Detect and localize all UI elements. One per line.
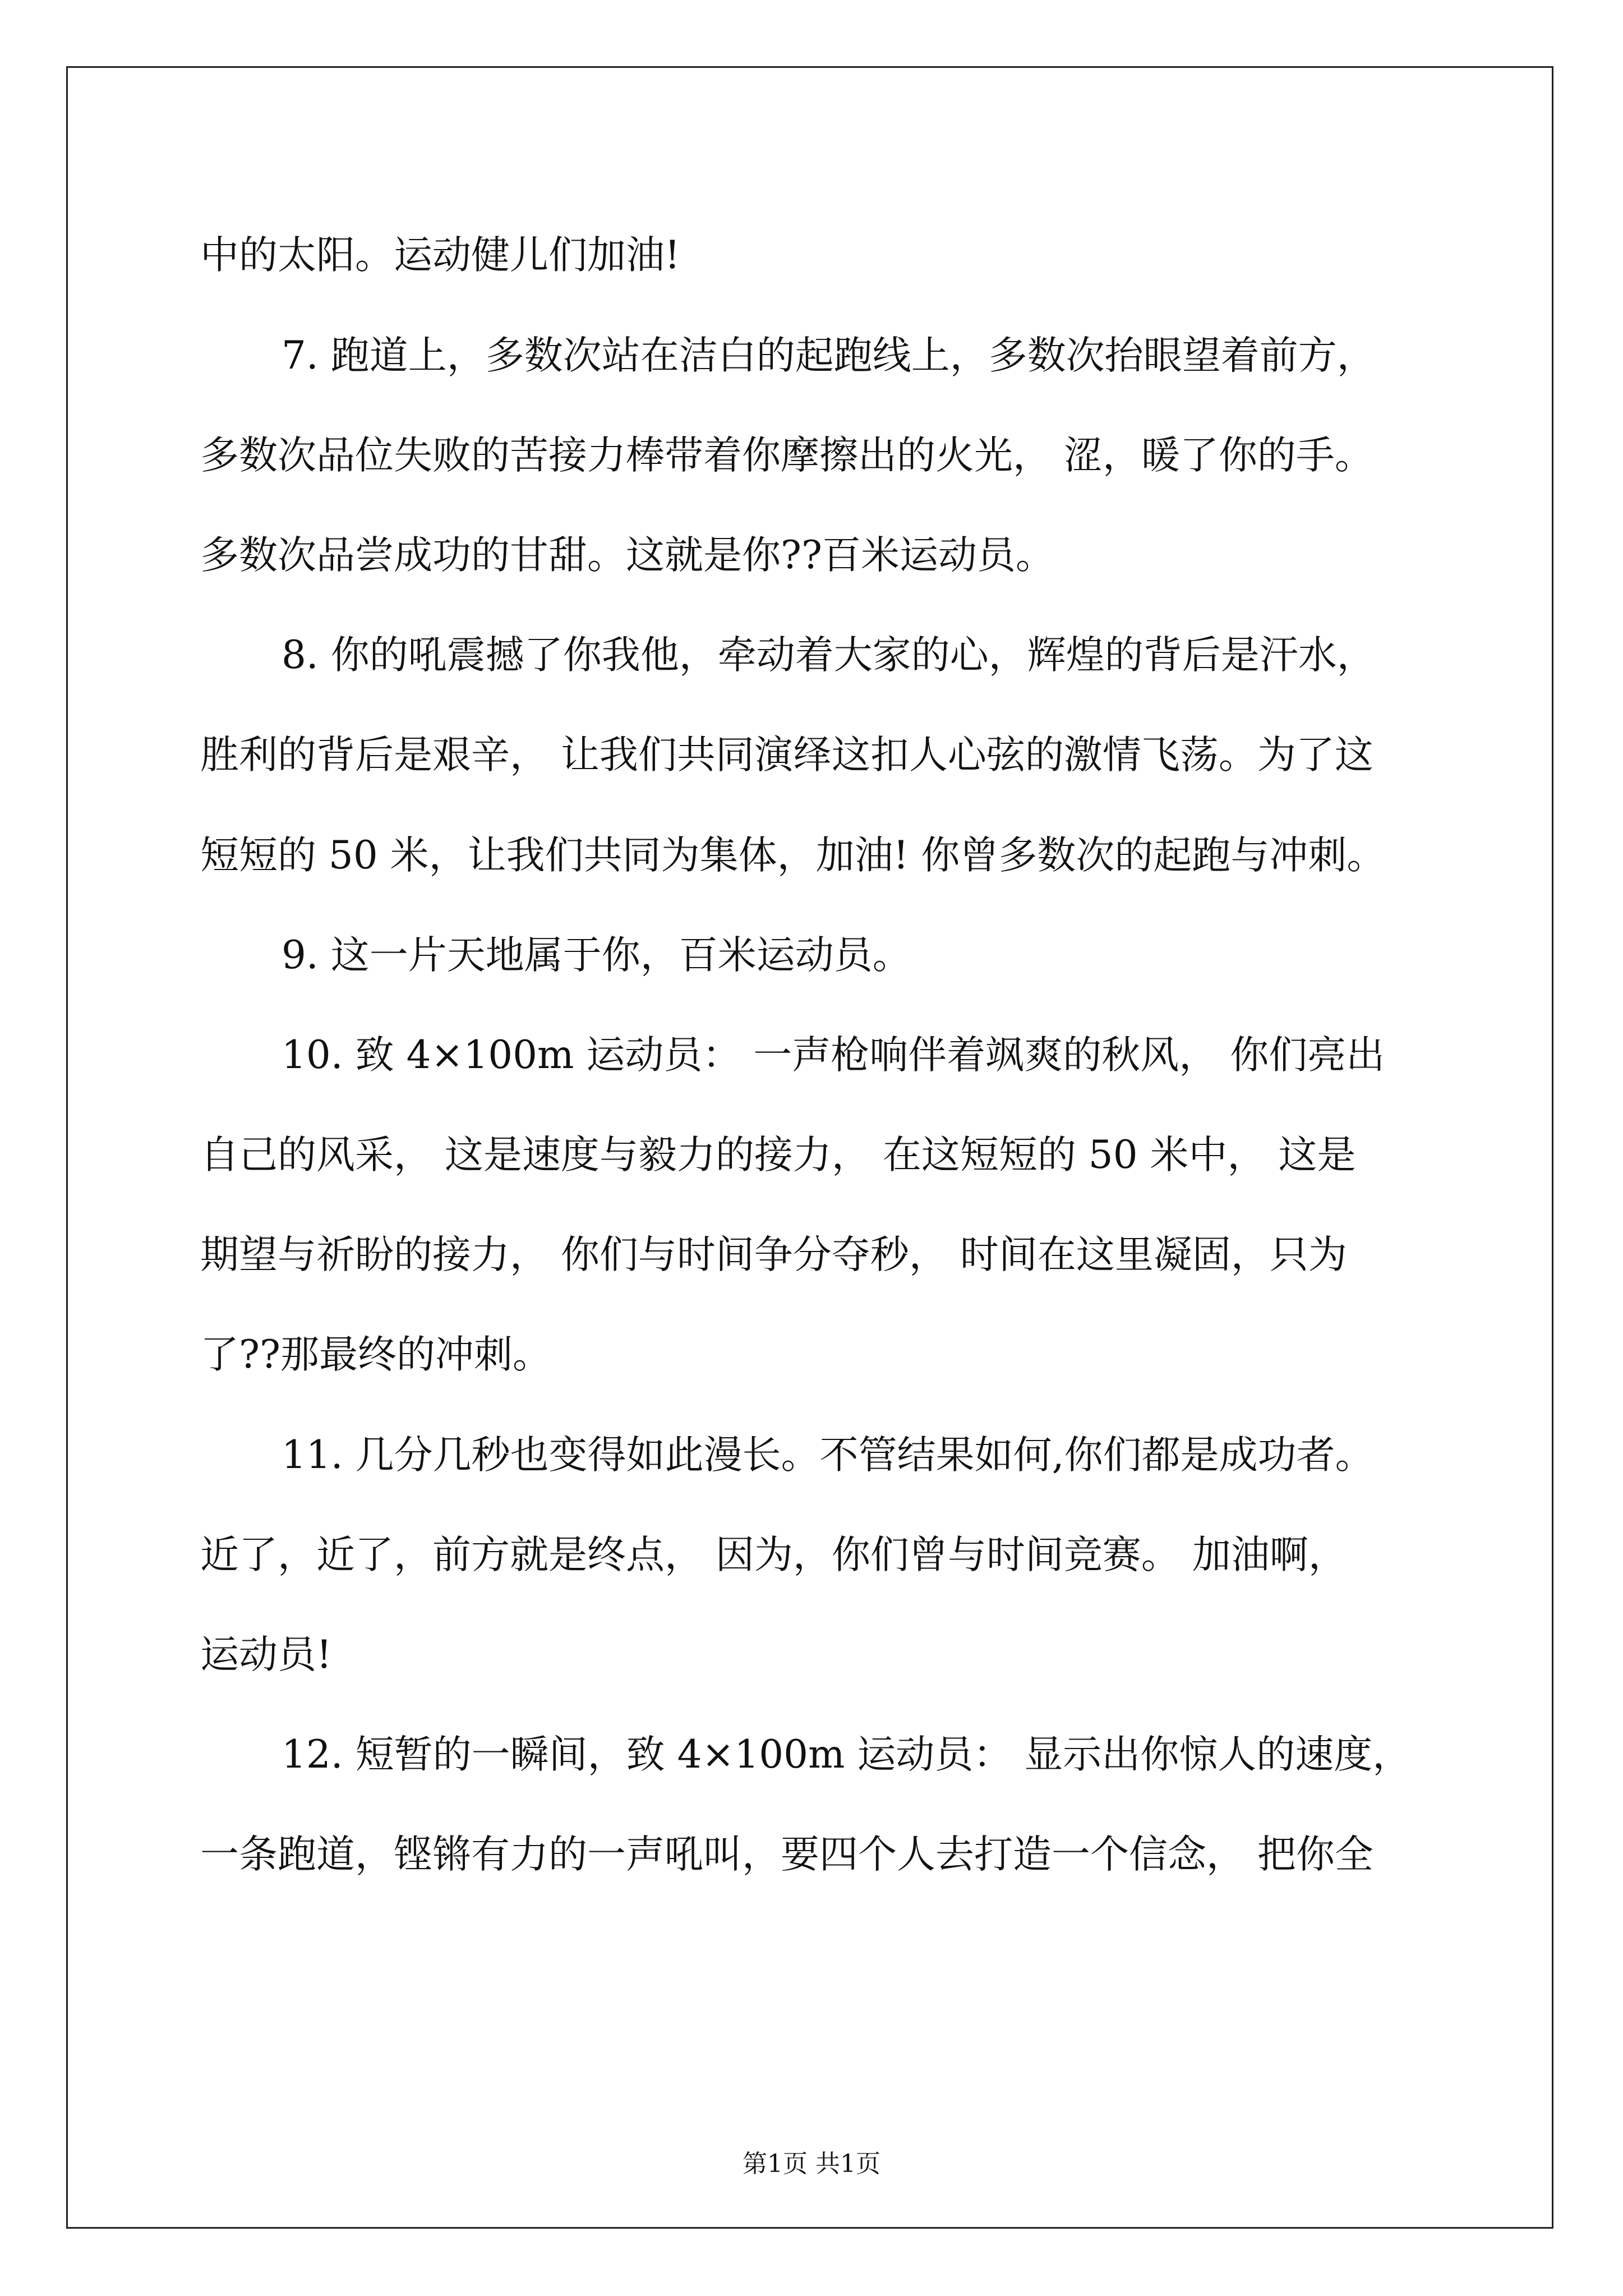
- text-line: 9. 这一片天地属于你，百米运动员。: [282, 933, 911, 978]
- text-line: 了??那最终的冲刺。: [200, 1332, 551, 1377]
- text-line: 12. 短暂的一瞬间，致 4×100m 运动员： 显示出你惊人的速度，: [282, 1732, 1412, 1777]
- text-line: 近了，近了，前方就是终点， 因为，你们曾与时间竞赛。 加油啊，: [200, 1533, 1347, 1577]
- text-line: 期望与祈盼的接力， 你们与时间争分夺秒， 时间在这里凝固，只为: [200, 1232, 1347, 1277]
- text-line: 中的太阳。运动健儿们加油!: [200, 233, 680, 278]
- text-line: 自己的风采， 这是速度与毅力的接力， 在这短短的 50 米中， 这是: [200, 1133, 1356, 1177]
- text-line: 多数次品位失败的苦接力棒带着你摩擦出的火光， 涩，暖了你的手。: [200, 433, 1373, 478]
- text-line: 多数次品尝成功的甘甜。这就是你??百米运动员。: [200, 533, 1054, 578]
- text-line: 短短的 50 米，让我们共同为集体，加油! 你曾多数次的起跑与冲刺。: [200, 833, 1386, 878]
- text-line: 8. 你的吼震撼了你我他，牵动着大家的心，辉煌的背后是汗水，: [282, 633, 1376, 678]
- text-line: 7. 跑道上，多数次站在洁白的起跑线上，多数次抬眼望着前方，: [282, 333, 1376, 378]
- text-line: 10. 致 4×100m 运动员： 一声枪响伴着飒爽的秋风， 你们亮出: [282, 1033, 1385, 1078]
- text-line: 11. 几分几秒也变得如此漫长。不管结果如何,你们都是成功者。: [282, 1433, 1374, 1478]
- text-line: 一条跑道，铿锵有力的一声吼叫，要四个人去打造一个信念， 把你全: [200, 1832, 1373, 1877]
- text-line: 胜利的背后是艰辛， 让我们共同演绎这扣人心弦的激情飞荡。为了这: [200, 733, 1373, 777]
- page-number-footer: 第1页 共1页: [743, 2150, 880, 2178]
- text-line: 运动员!: [200, 1632, 332, 1677]
